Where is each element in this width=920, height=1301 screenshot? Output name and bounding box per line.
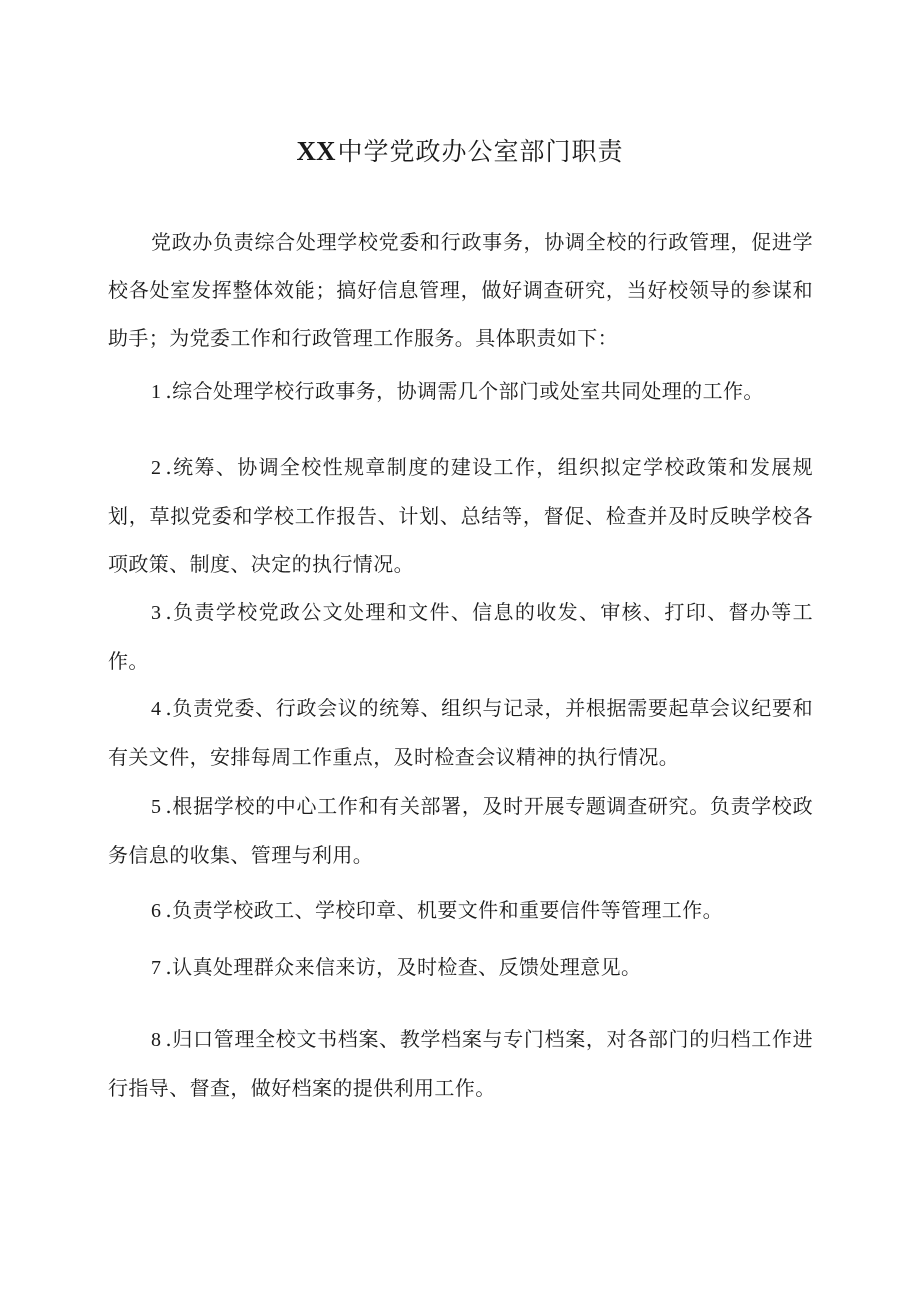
duty-number: 1 (151, 381, 162, 403)
duty-number: 5 (151, 796, 162, 818)
title-text: 中学党政办公室部门职责 (337, 137, 624, 166)
duty-number: 2 (151, 457, 162, 479)
duty-number: 4 (151, 698, 162, 720)
duty-item-7 (108, 943, 813, 992)
intro-paragraph: 党政办负责综合处理学校党委和行政事务，协调全校的行政管理，促进学校各处室发挥整体效能；搞好信息管理，做好调查研究，当好校领导的参谋和助手；为党委工作和行政管理工作服务。具体职责如下： (108, 230, 813, 350)
duty-item-4 (108, 684, 813, 781)
duty-text: .认真处理群众来信来访，及时检查、反馈处理意见。 (165, 955, 642, 979)
duty-number: 8 (151, 1029, 162, 1051)
duty-text: .负责党委、行政会议的统筹、组织与记录，并根据需要起草会议纪要和有关文件，安排每周工作重点，及时检查会议精神的执行情况。 (108, 696, 813, 769)
duty-number: 3 (151, 602, 162, 624)
duty-item-3 (108, 588, 813, 685)
duty-item-1 (108, 367, 813, 416)
duty-number: 7 (151, 957, 162, 979)
duty-item-6 (108, 886, 813, 935)
page-title (0, 134, 920, 169)
duty-item-5 (108, 782, 813, 879)
duty-text: .根据学校的中心工作和有关部署，及时开展专题调查研究。负责学校政务信息的收集、管理与利用。 (108, 794, 813, 867)
duty-text: .综合处理学校行政事务，协调需几个部门或处室共同处理的工作。 (165, 379, 764, 403)
title-prefix: XX (296, 136, 336, 166)
duty-text: .负责学校党政公文处理和文件、信息的收发、审核、打印、督办等工作。 (108, 600, 813, 673)
duty-text: .归口管理全校文书档案、教学档案与专门档案，对各部门的归档工作进行指导、督查，做好档案的提供利用工作。 (108, 1027, 813, 1100)
duty-item-2 (108, 443, 813, 588)
duty-text: .统筹、协调全校性规章制度的建设工作，组织拟定学校政策和发展规划，草拟党委和学校工作报告、计划、总结等，督促、检查并及时反映学校各项政策、制度、决定的执行情况。 (108, 455, 813, 576)
duty-item-8 (108, 1015, 813, 1112)
duty-number: 6 (151, 900, 162, 922)
duty-text: .负责学校政工、学校印章、机要文件和重要信件等管理工作。 (165, 898, 723, 922)
